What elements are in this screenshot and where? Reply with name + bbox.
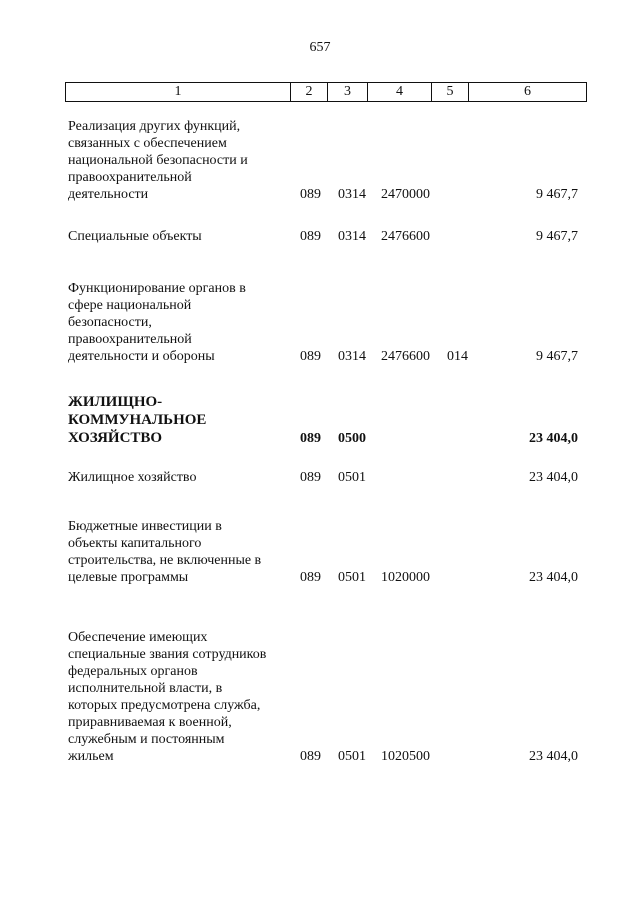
row-code-4: 1020000	[381, 570, 430, 585]
row-description: Функционирование органов в сфере национальной безопасности, правоохранительной деятельности и обороны	[68, 281, 246, 364]
row-code-3: 0500	[338, 431, 366, 446]
row-code-3: 0314	[338, 229, 366, 244]
row-description: Реализация других функций, связанных с обеспечением национальной безопасности и правоохранительной деятельности	[68, 119, 248, 202]
row-code-2: 089	[300, 349, 321, 364]
column-header-row	[66, 83, 587, 102]
column-header-4: 4	[368, 83, 432, 102]
row-code-3: 0314	[338, 349, 366, 364]
row-description: Обеспечение имеющих специальные звания сотрудников федеральных органов исполнительной власти, в которых предусмотрена служба, приравниваемая к военной, служебным и постоянным жильем	[68, 630, 267, 764]
row-description: Специальные объекты	[68, 229, 202, 244]
row-amount: 23 404,0	[529, 749, 578, 764]
row-amount: 23 404,0	[529, 570, 578, 585]
row-amount: 9 467,7	[536, 349, 578, 364]
row-code-4: 2476600	[381, 349, 430, 364]
row-description: Бюджетные инвестиции в объекты капитального строительства, не включенные в целевые программы	[68, 519, 262, 585]
row-code-3: 0501	[338, 749, 366, 764]
row-code-3: 0501	[338, 470, 366, 485]
column-header-3: 3	[328, 83, 368, 102]
row-code-4: 2470000	[381, 187, 430, 202]
row-amount: 9 467,7	[536, 187, 578, 202]
row-amount: 23 404,0	[529, 431, 578, 446]
page-number: 657	[309, 40, 331, 55]
row-code-4: 1020500	[381, 749, 430, 764]
row-description: ЖИЛИЩНО- КОММУНАЛЬНОЕ ХОЗЯЙСТВО	[68, 394, 207, 446]
row-description: Жилищное хозяйство	[68, 470, 197, 485]
row-amount: 23 404,0	[529, 470, 578, 485]
row-code-2: 089	[300, 749, 321, 764]
row-code-5: 014	[447, 349, 468, 364]
row-code-2: 089	[300, 187, 321, 202]
column-header-2: 2	[291, 83, 328, 102]
column-header-table	[65, 82, 587, 102]
row-code-2: 089	[300, 431, 321, 446]
row-code-3: 0501	[338, 570, 366, 585]
row-code-2: 089	[300, 470, 321, 485]
column-header-1: 1	[66, 83, 291, 102]
row-code-3: 0314	[338, 187, 366, 202]
row-amount: 9 467,7	[536, 229, 578, 244]
column-header-5: 5	[432, 83, 469, 102]
row-code-2: 089	[300, 570, 321, 585]
row-code-4: 2476600	[381, 229, 430, 244]
row-code-2: 089	[300, 229, 321, 244]
column-header-6: 6	[469, 83, 587, 102]
